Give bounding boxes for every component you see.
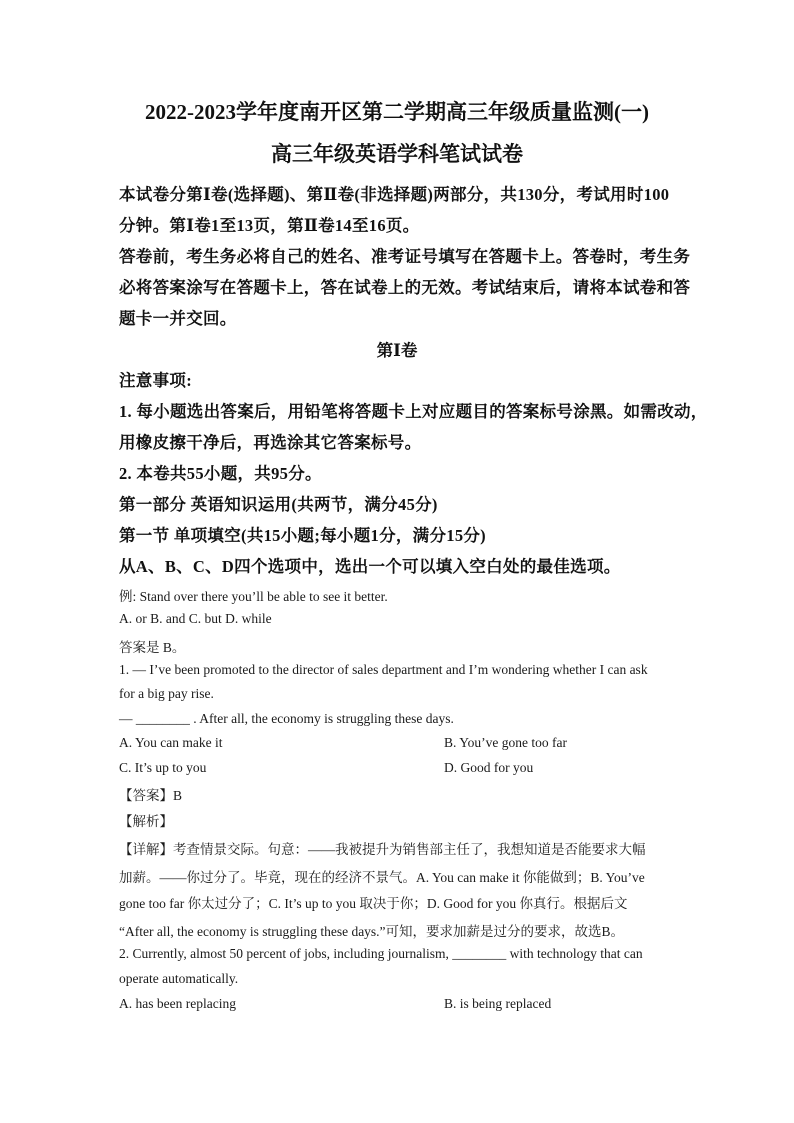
example-answer: 答案是 B。 bbox=[119, 640, 186, 655]
q1-answer: 【答案】B bbox=[119, 788, 183, 803]
notice-title: 注意事项: bbox=[119, 371, 192, 390]
intro-line-4: 必将答案涂写在答题卡上，答在试卷上的无效。考试结束后，请将本试卷和答 bbox=[119, 278, 691, 297]
q2-stem-line-2: operate automatically. bbox=[119, 971, 239, 986]
intro-line-3: 答卷前，考生务必将自己的姓名、准考证号填写在答题卡上。答卷时，考生务 bbox=[119, 247, 691, 266]
q2-option-b: B. is being replaced bbox=[444, 996, 552, 1011]
q1-detail-line-2: 加薪。——你过分了。毕竟，现在的经济不景气。A. You can make it 你能做到；B. You’ve bbox=[119, 870, 645, 885]
q1-analysis-label: 【解析】 bbox=[119, 814, 173, 829]
q1-option-a: A. You can make it bbox=[119, 735, 223, 750]
notice-1-line-1: 1. 每小题选出答案后，用铅笔将答题卡上对应题目的答案标号涂黑。如需改动， bbox=[119, 402, 708, 421]
q1-stem-line-3: — ________ . After all, the economy is struggling these days. bbox=[119, 711, 454, 726]
part-1-heading: 第一部分 英语知识运用(共两节，满分45分) bbox=[119, 495, 438, 514]
instruction-line: 从A、B、C、D四个选项中，选出一个可以填入空白处的最佳选项。 bbox=[119, 557, 621, 576]
q1-option-d: D. Good for you bbox=[444, 760, 534, 775]
exam-subtitle: 高三年级英语学科笔试试卷 bbox=[271, 142, 523, 166]
intro-line-5: 题卡一并交回。 bbox=[119, 309, 237, 328]
q2-stem-line-1: 2. Currently, almost 50 percent of jobs, including journalism, ________ with technology that can bbox=[119, 946, 643, 961]
example-options: A. or B. and C. but D. while bbox=[119, 611, 272, 626]
volume-heading: 第Ⅰ卷 bbox=[376, 341, 418, 360]
q1-stem-line-2: for a big pay rise. bbox=[119, 686, 214, 701]
intro-line-1: 本试卷分第Ⅰ卷(选择题)、第Ⅱ卷(非选择题)两部分，共130分，考试用时100 bbox=[119, 185, 670, 204]
section-1-heading: 第一节 单项填空(共15小题;每小题1分，满分15分) bbox=[119, 526, 486, 545]
q1-detail-line-4: “After all, the economy is struggling these days.”可知，要求加薪是过分的要求，故选B。 bbox=[119, 924, 625, 939]
q1-option-b: B. You’ve gone too far bbox=[444, 735, 567, 750]
q1-option-c: C. It’s up to you bbox=[119, 760, 207, 775]
q1-stem-line-1: 1. — I’ve been promoted to the director of sales department and I’m wondering whether I can ask bbox=[119, 662, 648, 677]
intro-line-2: 分钟。第Ⅰ卷1至13页，第Ⅱ卷14至16页。 bbox=[119, 216, 420, 235]
q1-detail-line-1: 【详解】考查情景交际。句意：——我被提升为销售部主任了，我想知道是否能要求大幅 bbox=[119, 842, 646, 857]
example-stem: 例: Stand over there you’ll be able to see it better. bbox=[119, 589, 388, 604]
notice-1-line-2: 用橡皮擦干净后，再选涂其它答案标号。 bbox=[119, 433, 422, 452]
q1-detail-line-3: gone too far 你太过分了；C. It’s up to you 取决于你；D. Good for you 你真行。根据后文 bbox=[119, 896, 628, 911]
q2-option-a: A. has been replacing bbox=[119, 996, 236, 1011]
exam-title: 2022-2023学年度南开区第二学期高三年级质量监测(一) bbox=[145, 100, 649, 124]
notice-2: 2. 本卷共55小题，共95分。 bbox=[119, 464, 322, 483]
